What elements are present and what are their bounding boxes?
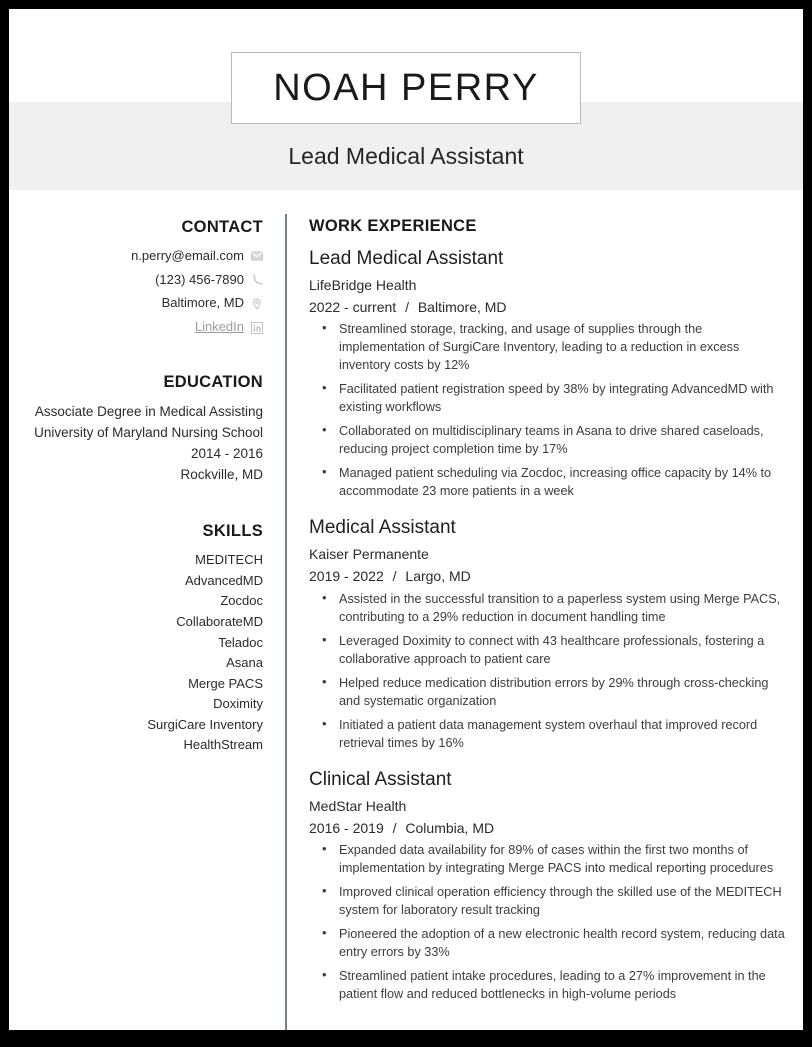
header-subtitle: Lead Medical Assistant (288, 143, 524, 169)
envelope-icon (251, 250, 263, 262)
education-school: University of Maryland Nursing School (34, 425, 263, 441)
work-experience-entry (309, 516, 787, 751)
contact-item-phone (29, 271, 263, 290)
sidebar-heading-skills: SKILLS (202, 521, 263, 540)
contact-location-text: Baltimore, MD (161, 295, 244, 311)
job-location: Largo, MD (405, 568, 471, 585)
contact-email-text: n.perry@email.com (131, 247, 244, 263)
job-meta-separator: / (392, 819, 397, 836)
phone-icon (251, 274, 263, 286)
location-pin-icon (251, 298, 263, 310)
sidebar-heading-contact: CONTACT (181, 218, 263, 236)
resume-body (9, 205, 803, 1030)
job-meta-separator: / (405, 298, 409, 315)
list-item: Doximity (213, 696, 263, 712)
main-column (309, 205, 787, 1019)
job-dates: 2019 - 2022 (309, 568, 384, 585)
column-divider (285, 214, 287, 1030)
list-item: MEDITECH (195, 552, 263, 568)
list-item: • Improved clinical operation efficiency through the skilled use of the MEDITECH system for laboratory result tracking (309, 883, 787, 919)
list-item: • Expanded data availability for 89% of cases within the first two months of implementation by integrating Merge PACS into medical reporting procedures (309, 841, 787, 877)
job-company: Kaiser Permanente (309, 546, 429, 563)
list-item: Zocdoc (220, 593, 263, 609)
contact-item-email (29, 247, 263, 266)
job-bullet-list (309, 590, 787, 752)
list-item: Teladoc (218, 634, 263, 650)
job-dates: 2016 - 2019 (309, 819, 384, 836)
skills-list (29, 550, 263, 755)
contact-item-location (29, 294, 263, 313)
job-bullet-list (309, 841, 787, 1003)
list-item: Asana (226, 655, 263, 671)
job-location: Columbia, MD (405, 819, 495, 836)
job-company: MedStar Health (309, 797, 407, 814)
job-location: Baltimore, MD (417, 298, 507, 315)
list-item: • Streamlined storage, tracking, and usage of supplies through the implementation of SurgiCare Inventory, leading to a reduction in excess inventory costs by 12% (309, 320, 787, 374)
name-box (231, 52, 581, 124)
contact-phone-text: (123) 456-7890 (155, 271, 244, 287)
job-company: LifeBridge Health (309, 276, 417, 293)
list-item: Merge PACS (188, 675, 263, 691)
work-experience-entry (309, 768, 787, 1003)
job-title: Medical Assistant (309, 517, 456, 539)
job-title: Lead Medical Assistant (309, 248, 504, 269)
education-dates: 2014 - 2016 (190, 446, 263, 462)
list-item: SurgiCare Inventory (147, 716, 263, 732)
job-meta (309, 567, 787, 585)
list-item: CollaborateMD (176, 613, 263, 629)
list-item: • Pioneered the adoption of a new electronic health record system, reducing data entry errors by 33% (309, 925, 787, 961)
list-item: • Facilitated patient registration speed by 38% by integrating AdvancedMD with existing workflows (309, 380, 787, 416)
linkedin-icon[interactable] (251, 322, 263, 334)
list-item: • Assisted in the successful transition to a paperless system using Merge PACS, contributing to a 29% reduction in document handling time (309, 590, 787, 626)
work-experience-entry (309, 247, 787, 500)
education-location: Rockville, MD (180, 467, 263, 483)
list-item: • Helped reduce medication distribution errors by 29% through cross-checking and systematic organization (309, 674, 787, 710)
job-title: Clinical Assistant (309, 768, 452, 790)
education-degree: Associate Degree in Medical Assisting (34, 403, 263, 419)
section-heading-work-experience: WORK EXPERIENCE (309, 217, 477, 235)
list-item: • Managed patient scheduling via Zocdoc, increasing office capacity by 14% to accommodate 23 more patients in a week (309, 464, 787, 500)
list-item: • Collaborated on multidisciplinary teams in Asana to drive shared caseloads, reducing project completion time by 17% (309, 422, 787, 458)
linkedin-link[interactable]: LinkedIn (194, 319, 244, 335)
job-meta (309, 298, 787, 316)
contact-item-linkedin[interactable] (29, 318, 263, 337)
sidebar-heading-education: EDUCATION (163, 373, 263, 392)
job-meta-separator: / (392, 568, 397, 585)
sidebar (29, 205, 263, 756)
list-item: • Initiated a patient data management system overhaul that improved record retrieval times by 16% (309, 716, 787, 752)
list-item: AdvancedMD (184, 572, 263, 588)
list-item: • Streamlined patient intake procedures, leading to a 27% improvement in the patient flow and reduced bottlenecks in high-volume periods (309, 967, 787, 1003)
page-title: NOAH PERRY (273, 66, 539, 109)
list-item: • Leveraged Doximity to connect with 43 healthcare professionals, fostering a collaborative approach to patient care (309, 632, 787, 668)
job-bullet-list (309, 320, 787, 500)
education-entry (29, 402, 263, 485)
resume-page (9, 9, 803, 1030)
job-meta (309, 819, 787, 837)
list-item: HealthStream (183, 737, 263, 753)
job-dates: 2022 - current (309, 298, 397, 315)
